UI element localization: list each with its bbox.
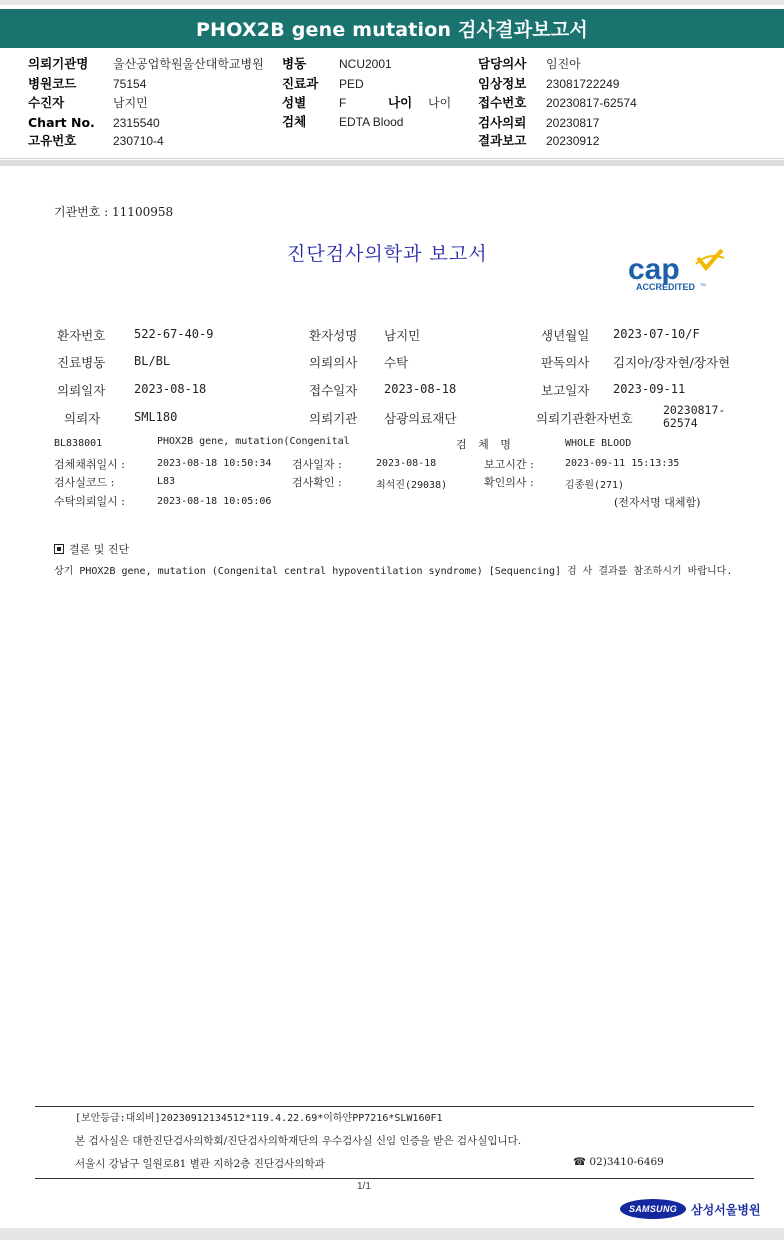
value-test-date: 2023-08-18 — [376, 458, 437, 469]
header-value-department: PED — [339, 77, 364, 91]
header-label-department: 진료과 — [282, 76, 319, 91]
header-value-age: 나이 — [428, 96, 452, 110]
header-divider — [0, 158, 784, 159]
test-code: BL838001 — [54, 438, 103, 449]
value-institution-patient-no-line1: 20230817- — [663, 403, 726, 417]
header-label-clinical-info: 임상정보 — [478, 76, 527, 91]
header-value-chart-no: 2315540 — [113, 116, 160, 130]
header-value-test-request: 20230817 — [546, 116, 600, 130]
hospital-logo — [620, 1199, 761, 1219]
square-bullet-icon — [54, 544, 64, 554]
header-label-attending: 담당의사 — [478, 56, 527, 71]
header-label-ward: 병동 — [282, 56, 307, 71]
header-label-accession-no: 접수번호 — [478, 95, 527, 110]
header-value-unique-no: 230710-4 — [113, 134, 164, 148]
label-institution-patient-no: 의뢰기관환자번호 — [536, 411, 633, 426]
value-collection-time: 2023-08-18 10:50:34 — [157, 458, 272, 469]
label-report-time: 보고시간 : — [484, 458, 534, 471]
label-requester: 의뢰자 — [64, 411, 101, 426]
cap-logo-brand: cap — [628, 253, 680, 286]
label-lab-code: 검사실코드 : — [54, 476, 115, 489]
header-value-specimen: EDTA Blood — [339, 115, 404, 129]
label-consign-time: 수탁의뢰일시 : — [54, 495, 125, 508]
header-label-chart-no: Chart No. — [28, 115, 95, 130]
label-birth-date: 생년월일 — [541, 328, 590, 343]
header-label-patient: 수진자 — [28, 95, 65, 110]
label-receipt-date: 접수일자 — [309, 383, 358, 398]
report-title: 진단검사의학과 보고서 — [287, 243, 488, 265]
label-patient-name: 환자성명 — [309, 328, 358, 343]
conclusion-text: 상기 PHOX2B gene, mutation (Congenital central hypoventilation syndrome) [Sequencing] 검 사 결과를 참조하시기 바랍니다. — [54, 566, 733, 577]
header-value-sex: F — [339, 96, 347, 110]
header-label-test-request: 검사의뢰 — [478, 115, 527, 130]
samsung-logo: SAMSUNG — [620, 1199, 686, 1219]
header-label-unique-no: 고유번호 — [28, 133, 77, 148]
label-requesting-doctor: 의뢰의사 — [309, 355, 358, 370]
top-strip — [0, 0, 784, 5]
page-number: 1/1 — [357, 1181, 371, 1192]
lab-address: 서울시 강남구 일원로81 별관 지하2층 진단검사의학과 — [75, 1158, 325, 1170]
certification-note: 본 검사실은 대한진단검사의학회/진단검사의학재단의 우수검사실 신임 인증을 받은 검사실입니다. — [75, 1135, 522, 1147]
header-label-specimen: 검체 — [282, 114, 307, 129]
label-confirm-doctor: 확인의사 : — [484, 476, 534, 489]
label-specimen-name: 검 체 명 — [456, 438, 515, 451]
header-label-sex: 성별 — [282, 95, 307, 110]
label-test-confirm: 검사확인 : — [292, 476, 342, 489]
header-value-clinical-info: 23081722249 — [546, 77, 620, 91]
value-reading-doctor: 김지아/장자현/장자현 — [613, 355, 731, 370]
report-banner-title: PHOX2B gene mutation 검사결과보고서 — [0, 9, 784, 48]
hospital-name: 삼성서울병원 — [691, 1202, 761, 1217]
header-label-result-report: 결과보고 — [478, 133, 527, 148]
security-stamp: [보안등급:대외비]20230912134512*119.4.22.69*이하얀PP7216*SLW160F1 — [75, 1113, 443, 1124]
value-request-date: 2023-08-18 — [134, 382, 207, 396]
header-value-attending: 임진아 — [546, 57, 581, 71]
header-label-requesting-org: 의뢰기관명 — [28, 56, 89, 71]
value-patient-name: 남지민 — [384, 328, 421, 343]
header-value-patient: 남지민 — [113, 96, 148, 110]
conclusion-heading — [54, 541, 129, 557]
value-birth-date: 2023-07-10/F — [613, 327, 700, 341]
header-value-accession-no: 20230817-62574 — [546, 96, 637, 110]
conclusion-heading-text: 결론 및 진단 — [69, 543, 130, 556]
cap-logo-subtitle: ACCREDITED — [636, 282, 696, 292]
footer-bottom-line — [35, 1178, 754, 1179]
value-confirm-doctor: 김종원(271) — [565, 480, 625, 491]
cap-logo-tm: TM — [700, 282, 706, 287]
header-value-requesting-org: 울산공업학원울산대학교병원 — [113, 57, 264, 71]
lab-phone: ☎ 02)3410-6469 — [573, 1156, 664, 1168]
value-report-date: 2023-09-11 — [613, 382, 686, 396]
label-request-date: 의뢰일자 — [57, 383, 106, 398]
value-specimen-name: WHOLE BLOOD — [565, 438, 632, 449]
institution-number: 기관번호 : 11100958 — [54, 205, 174, 219]
value-requesting-institution: 삼광의료재단 — [384, 411, 457, 426]
header-label-age: 나이 — [388, 95, 413, 110]
label-patient-no: 환자번호 — [57, 328, 106, 343]
value-ward: BL/BL — [134, 354, 171, 368]
value-patient-no: 522-67-40-9 — [134, 327, 214, 341]
header-value-result-report: 20230912 — [546, 134, 600, 148]
test-name: PHOX2B gene, mutation(Congenital — [157, 436, 350, 447]
value-requesting-doctor: 수탁 — [384, 355, 409, 370]
value-consign-time: 2023-08-18 10:05:06 — [157, 496, 272, 507]
value-receipt-date: 2023-08-18 — [384, 382, 457, 396]
cap-accredited-logo — [626, 248, 728, 294]
label-test-date: 검사일자 : — [292, 458, 342, 471]
label-requesting-institution: 의뢰기관 — [309, 411, 358, 426]
value-institution-patient-no-line2: 62574 — [663, 416, 698, 430]
header-divider-shade — [0, 160, 784, 166]
value-report-time: 2023-09-11 15:13:35 — [565, 458, 680, 469]
value-lab-code: L83 — [157, 476, 176, 487]
header-label-hospital-code: 병원코드 — [28, 76, 77, 91]
footer-top-line — [35, 1106, 754, 1107]
label-ward: 진료병동 — [57, 355, 106, 370]
bottom-strip — [0, 1228, 784, 1240]
header-value-hospital-code: 75154 — [113, 77, 147, 91]
electronic-signature-note: (전자서명 대체함) — [614, 496, 701, 509]
label-collection-time: 검체채취일시 : — [54, 458, 125, 471]
label-report-date: 보고일자 — [541, 383, 590, 398]
label-reading-doctor: 판독의사 — [541, 355, 590, 370]
value-requester: SML180 — [134, 410, 178, 424]
value-test-confirm: 최석진(29038) — [376, 480, 448, 491]
header-value-ward: NCU2001 — [339, 57, 392, 71]
